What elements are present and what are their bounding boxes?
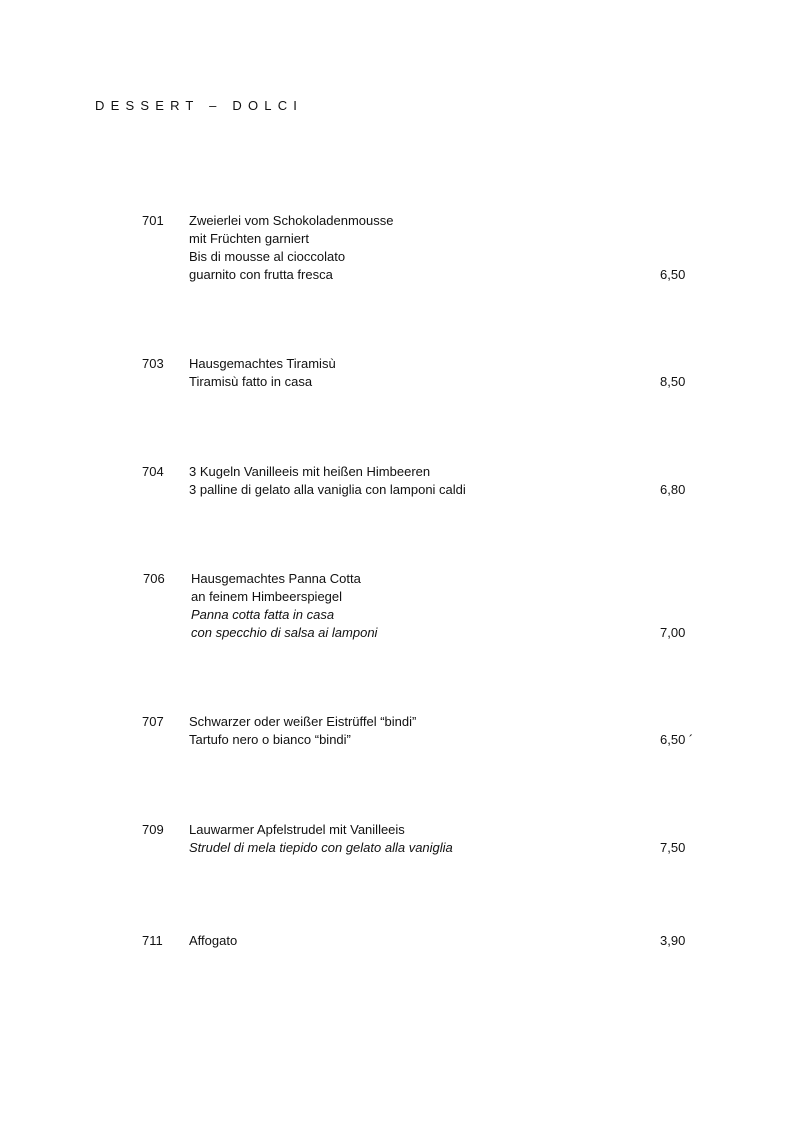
item-line: Affogato (189, 933, 238, 948)
item-line: Hausgemachtes Panna Cotta (191, 571, 361, 586)
item-description (189, 212, 393, 284)
item-description (189, 355, 336, 391)
item-line: Lauwarmer Apfelstrudel mit Vanilleeis (189, 822, 405, 837)
item-line: Panna cotta fatta in casa (191, 607, 335, 622)
item-number: 701 (142, 213, 164, 228)
item-line: Schwarzer oder weißer Eistrüffel “bindi” (189, 714, 417, 729)
item-line: 3 Kugeln Vanilleeis mit heißen Himbeeren (189, 464, 431, 479)
item-number: 706 (143, 571, 165, 586)
item-price: 7,50 (660, 840, 686, 855)
item-line: guarnito con frutta fresca (189, 267, 333, 282)
item-number: 703 (142, 356, 164, 371)
item-description (189, 821, 453, 857)
item-line: Tiramisù fatto in casa (189, 374, 313, 389)
item-line: mit Früchten garniert (189, 231, 309, 246)
item-description (191, 570, 377, 642)
item-line: con specchio di salsa ai lamponi (191, 625, 378, 640)
page-title: DESSERT – DOLCI (95, 98, 304, 113)
item-line: Strudel di mela tiepido con gelato alla vaniglia (189, 840, 453, 855)
item-price: 3,90 (660, 933, 686, 948)
item-description (189, 463, 466, 499)
item-line: Tartufo nero o bianco “bindi” (189, 732, 351, 747)
item-price: 6,50 (660, 267, 686, 282)
item-description (189, 713, 416, 749)
item-number: 711 (142, 933, 163, 948)
item-line: Bis di mousse al cioccolato (189, 249, 346, 264)
item-line: Hausgemachtes Tiramisù (189, 356, 336, 371)
item-line: an feinem Himbeerspiegel (191, 589, 343, 604)
item-price: 6,80 (660, 482, 686, 497)
item-price: 6,50 ´ (660, 732, 694, 747)
item-price: 7,00 (660, 625, 686, 640)
item-line: 3 palline di gelato alla vaniglia con lamponi caldi (189, 482, 466, 497)
item-number: 704 (142, 464, 164, 479)
item-line: Zweierlei vom Schokoladenmousse (189, 213, 394, 228)
item-description (189, 932, 237, 950)
item-number: 707 (142, 714, 164, 729)
item-price: 8,50 (660, 374, 686, 389)
item-number: 709 (142, 822, 164, 837)
